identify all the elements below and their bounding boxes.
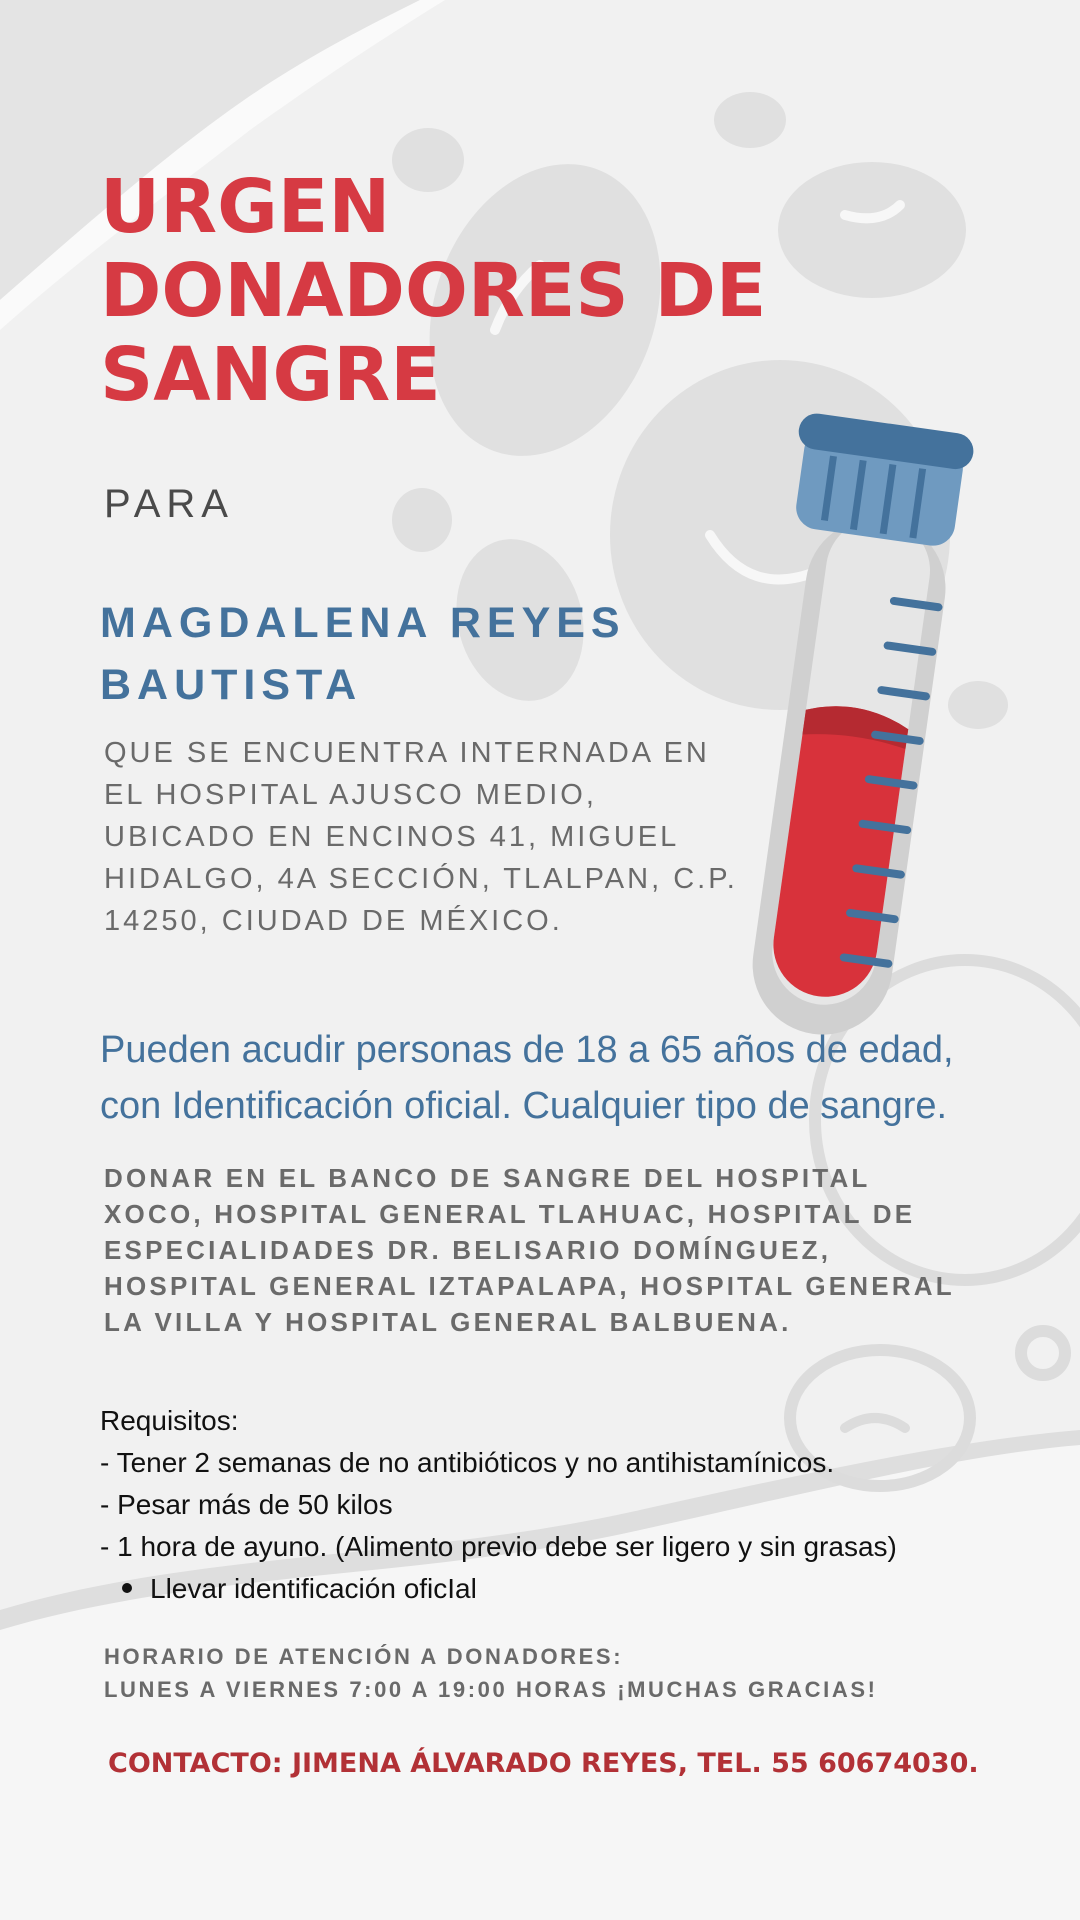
donation-sites: DONAR EN EL BANCO DE SANGRE DEL HOSPITAL XOCO, HOSPITAL GENERAL TLAHUAC, HOSPITAL DE ESPECIALIDADES DR. BELISARIO DOMÍNGUEZ, HOSPITAL GENERAL IZTAPALAPA, HOSPITAL GENERAL LA VILLA Y HOSPITAL GENERAL BALBUENA. [104,1163,955,1337]
requirement-bullet-text: Llevar identificación oficIal [150,1573,477,1604]
requirement-item: - Tener 2 semanas de no antibióticos y no antihistamínicos. [100,1447,835,1478]
bullet-icon [122,1583,132,1593]
for-label: PARA [104,482,234,526]
requirements-list [100,1400,1060,1610]
requirement-item: - 1 hora de ayuno. (Alimento previo debe ser ligero y sin grasas) [100,1531,897,1562]
patient-location: QUE SE ENCUENTRA INTERNADA EN EL HOSPITAL AJUSCO MEDIO, UBICADO EN ENCINOS 41, MIGUEL HIDALGO, 4A SECCIÓN, TLALPAN, C.P. 14250, CIUDAD DE MÉXICO. [104,737,738,937]
eligibility-text: Pueden acudir personas de 18 a 65 años de edad, con Identificación oficial. Cualquier tipo de sangre. [100,1029,954,1127]
requirement-item: - Pesar más de 50 kilos [100,1489,393,1520]
patient-name: MAGDALENA REYES BAUTISTA [100,599,626,709]
contact-info: CONTACTO: JIMENA ÁLVARADO REYES, TEL. 55 60674030. [108,1748,979,1779]
office-hours: HORARIO DE ATENCIÓN A DONADORES: LUNES A VIERNES 7:00 A 19:00 HORAS ¡MUCHAS GRACIAS! [104,1644,878,1702]
requirement-bullet-item [100,1568,1060,1610]
requirements-heading: Requisitos: [100,1405,239,1436]
page-title: URGEN DONADORES DE SANGRE [100,164,767,418]
